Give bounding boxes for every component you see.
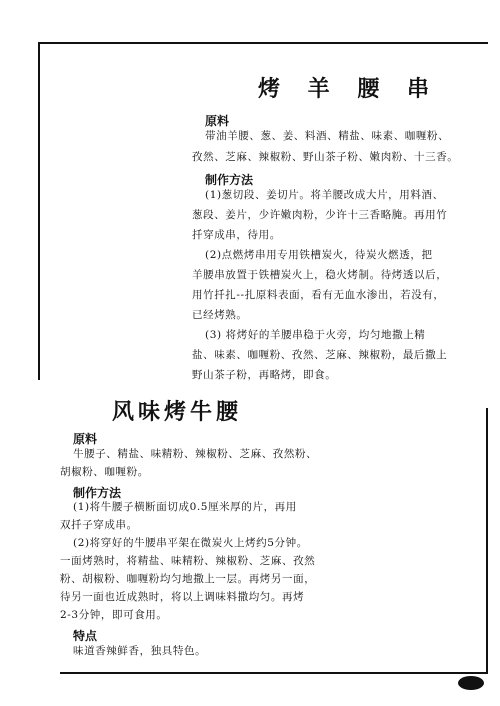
recipe2-method-line: 一面烤熟时，将精盐、味精粉、辣椒粉、芝麻、孜然	[60, 555, 316, 567]
recipe1-method-line: 葱段、姜片，少许嫩肉粉，少许十三香略腌。再用竹	[192, 209, 448, 221]
recipe1-title: 烤 羊 腰 串	[258, 76, 439, 102]
frame-bottom-rule	[60, 672, 488, 674]
recipe2-ingredients-line: 胡椒粉、咖喱粉。	[60, 466, 149, 478]
recipe2-method-line: 待另一面也近成熟时，将以上调味料撒均匀。再烤	[60, 591, 305, 603]
recipe1-ingredients-heading: 原料	[205, 114, 230, 128]
page-corner-mark	[458, 676, 484, 690]
recipe2-title: 风味烤牛腰	[112, 399, 243, 425]
recipe1-method-line: (1)葱切段、姜切片。将羊腰改成大片，用料酒、	[205, 189, 444, 201]
recipe1-method-line: 羊腰串放置于铁槽炭火上，稳火烤制。待烤透以后，	[192, 269, 448, 281]
recipe1-ingredients-line: 带油羊腰、葱、姜、料酒、精盐、味素、咖喱粉、	[205, 130, 450, 142]
recipe1-method-heading: 制作方法	[205, 173, 254, 187]
recipe2-method-line: 粉、胡椒粉、咖喱粉均匀地撒上一层。再烤另一面，	[60, 573, 316, 585]
recipe1-ingredients-line: 孜然、芝麻、辣椒粉、野山茶子粉、嫩肉粉、十三香。	[192, 151, 459, 163]
recipe2-method-heading: 制作方法	[73, 486, 122, 500]
recipe2-ingredients-line: 牛腰子、精盐、味精粉、辣椒粉、芝麻、孜然粉、	[73, 448, 318, 460]
frame-left-rule	[38, 42, 40, 380]
recipe1-method-line: 扦穿成串，待用。	[192, 229, 281, 241]
frame-right-rule	[486, 408, 488, 673]
recipe2-feature-line: 味道香辣鲜香，独具特色。	[73, 645, 207, 657]
recipe1-method-line: (3) 将烤好的羊腰串稳于火旁，均匀地撒上精	[205, 329, 426, 341]
recipe2-method-line: (2)将穿好的牛腰串平架在微炭火上烤约5分钟。	[73, 537, 308, 549]
recipe1-method-line: 已经烤熟。	[192, 309, 248, 321]
recipe1-method-line: (2)点燃烤串用专用铁槽炭火，待炭火燃透，把	[205, 249, 433, 261]
recipe1-method-line: 盐、味素、咖喱粉、孜然、芝麻、辣椒粉，最后撒上	[192, 349, 448, 361]
frame-top-rule	[38, 42, 488, 44]
recipe2-method-line: 2-3分钟，即可食用。	[60, 609, 168, 621]
recipe2-feature-heading: 特点	[73, 629, 98, 643]
recipe1-method-line: 用竹扦扎--扎原料表面，看有无血水渗出，若没有，	[192, 289, 445, 301]
recipe2-method-line: 双扦子穿成串。	[60, 519, 138, 531]
recipe2-method-line: (1)将牛腰子横断面切成0.5厘米厚的片，再用	[73, 501, 297, 513]
recipe1-method-line: 野山茶子粉，再略烤，即食。	[192, 369, 337, 381]
recipe2-ingredients-heading: 原料	[73, 432, 98, 446]
